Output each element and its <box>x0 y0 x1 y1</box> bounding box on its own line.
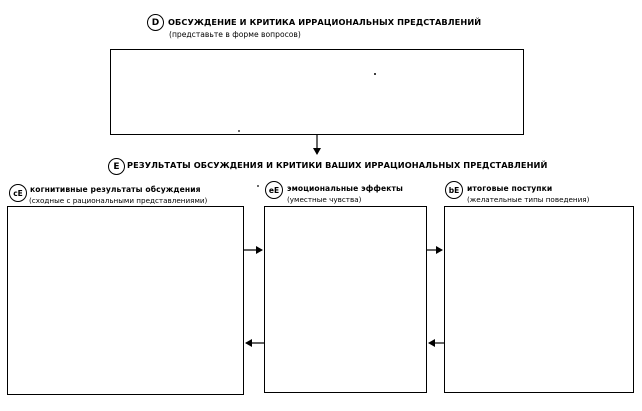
section-d-badge-label: D <box>151 17 160 28</box>
section-e-title: РЕЗУЛЬТАТЫ ОБСУЖДЕНИЯ И КРИТИКИ ВАШИХ ИРРАЦИОНАЛЬНЫХ ПРЕДСТАВЛЕНИЙ <box>127 160 548 170</box>
section-e-badge-label: E <box>113 161 120 172</box>
section-d-title: ОБСУЖДЕНИЕ И КРИТИКА ИРРАЦИОНАЛЬНЫХ ПРЕДСТАВЛЕНИЙ <box>168 17 482 27</box>
column-cognitive-subtitle: (сходные с рациональными представлениями) <box>29 196 208 205</box>
column-cognitive-badge-label: cE <box>13 188 23 198</box>
section-d-subtitle: (представьте в форме вопросов) <box>169 30 301 39</box>
column-behavioral-subtitle: (желательные типы поведения) <box>467 195 590 204</box>
column-emotional-subtitle: (уместные чувства) <box>287 195 362 204</box>
speck <box>238 130 240 132</box>
column-behavioral-badge-label: bE <box>448 185 460 195</box>
column-emotional-badge-label: eE <box>268 185 280 195</box>
column-cognitive-title: когнитивные результаты обсуждения <box>30 185 201 194</box>
column-emotional-title: эмоциональные эффекты <box>287 184 403 193</box>
speck <box>257 185 259 187</box>
column-behavioral-title: итоговые поступки <box>467 184 553 193</box>
speck <box>374 73 376 75</box>
